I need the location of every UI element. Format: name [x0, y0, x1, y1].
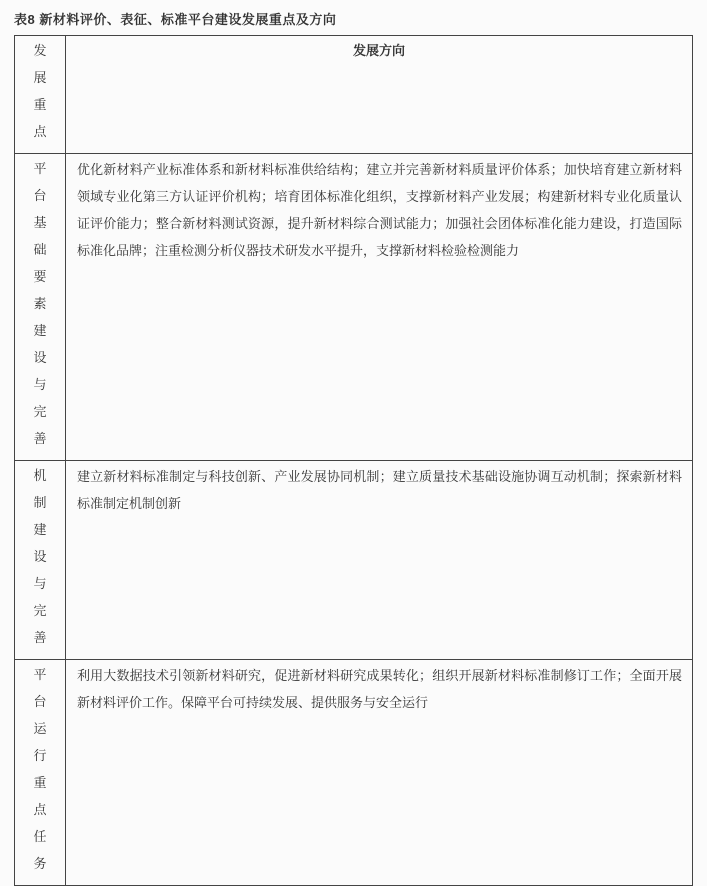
focus-cell — [15, 660, 66, 886]
focus-label: 机制建设与完善 — [33, 468, 47, 645]
focus-cell — [15, 461, 66, 660]
direction-text: 利用大数据技术引领新材料研究，促进新材料研究成果转化；组织开展新材料标准制修订工作；全面开展新材料评价工作。保障平台可持续发展、提供服务与安全运行 — [66, 660, 693, 886]
focus-cell — [15, 154, 66, 461]
table-header-row — [15, 36, 693, 154]
focus-label: 平台运行重点任务 — [33, 667, 47, 871]
table-row-platform-operation — [15, 660, 693, 886]
column-header-direction-label: 发展方向 — [66, 36, 693, 154]
table-caption: 表8 新材料评价、表征、标准平台建设发展重点及方向 — [14, 12, 337, 27]
column-header-focus-label: 发展重点 — [33, 43, 47, 139]
table-row-mechanism-building — [15, 461, 693, 660]
direction-text: 建立新材料标准制定与科技创新、产业发展协同机制；建立质量技术基础设施协调互动机制；探索新材料标准制定机制创新 — [66, 461, 693, 660]
development-focus-table — [14, 35, 693, 886]
header-cell-focus — [15, 36, 66, 154]
direction-text: 优化新材料产业标准体系和新材料标准供给结构；建立并完善新材料质量评价体系；加快培育建立新材料领域专业化第三方认证评价机构；培育团体标准化组织，支撑新材料产业发展；构建新材料专业化质量认证评价能力；整合新材料测试资源，提升新材料综合测试能力；加强社会团体标准化能力建设，打造国际标准化品牌；注重检测分析仪器技术研发水平提升，支撑新材料检验检测能力 — [66, 154, 693, 461]
table-row-platform-foundation — [15, 154, 693, 461]
focus-label: 平台基础要素建设与完善 — [33, 161, 47, 446]
